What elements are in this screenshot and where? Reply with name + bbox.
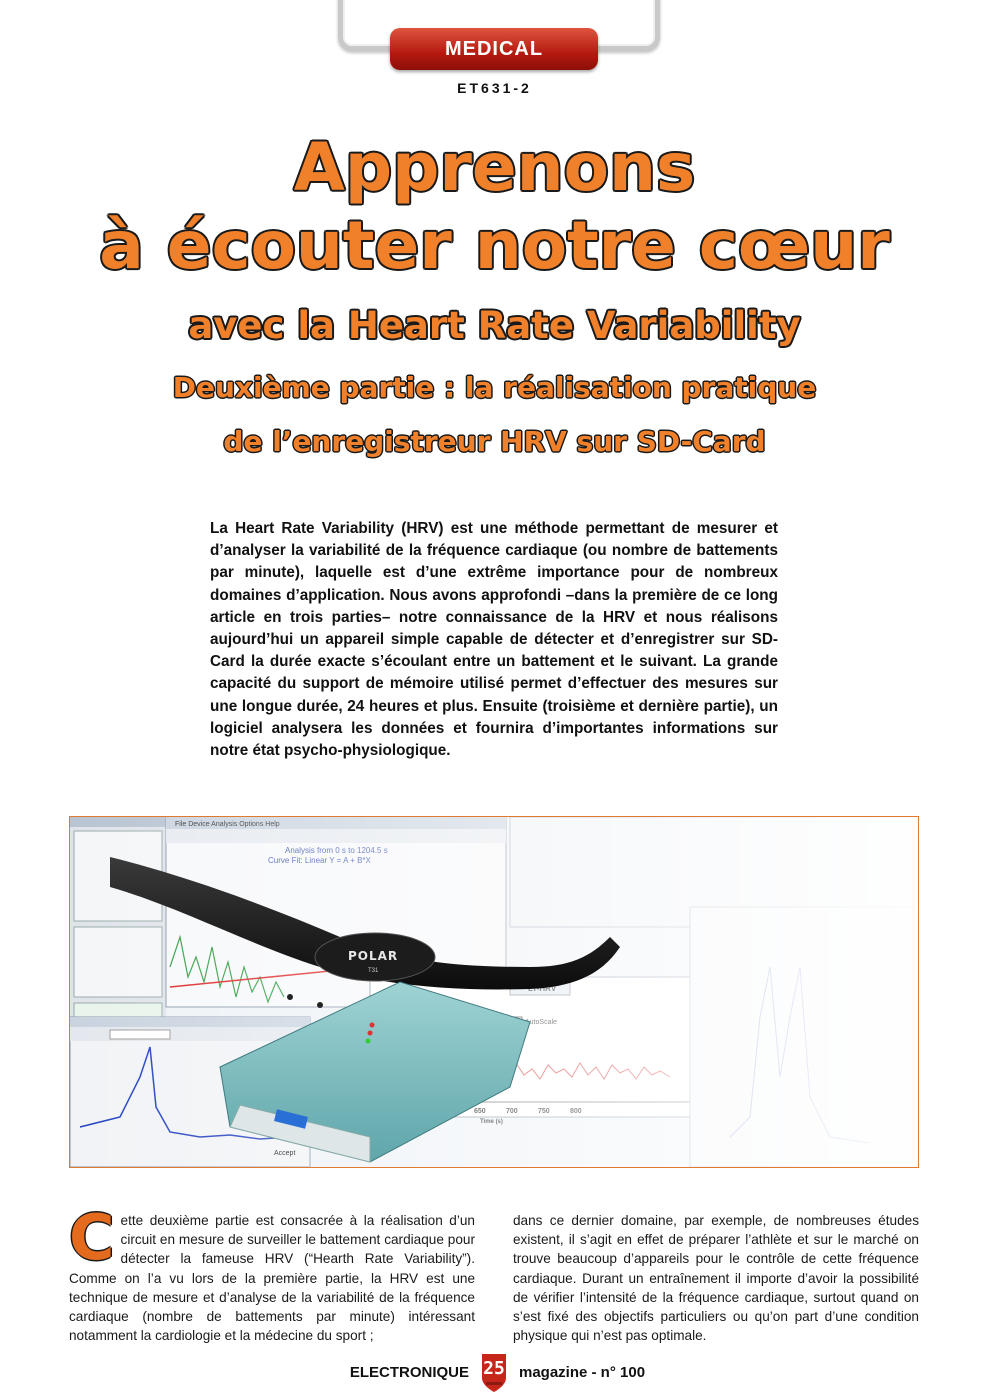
- page-number-badge: [478, 1352, 510, 1394]
- software-window-right: [70, 817, 918, 1167]
- subtitle: avec la Heart Rate Variability: [188, 304, 801, 347]
- section-tab: [390, 28, 598, 70]
- body-column-right: dans ce dernier domaine, par exemple, de nombreuses études existent, il s’agit en effet de préparer l’athlète et sur le marché on trouve beaucoup d’appareils pour le contrôle de cette fréquence cardiaque. Durant un entraînement il importe d’avoir la possibilité de vérifier l’intensité de la fréquence cardiaque, surtout quand on s’est fixé des objectifs particuliers ou qu’on part d’une condition physique qui n’est pas optimale.: [513, 1213, 919, 1344]
- part-title-line-2: de l’enregistreur HRV sur SD-Card: [223, 425, 766, 458]
- footer-publication: ELECTRONIQUE: [349, 1364, 469, 1381]
- article-photo: [69, 816, 919, 1168]
- intro-paragraph: La Heart Rate Variability (HRV) est une méthode permettant de mesurer et d’analyser la variabilité de la fréquence cardiaque (ou nombre de battements par minute), laquelle est d’une extrême importance pour de nombreux domaines d’application. Nous avons approfondi –dans la première de ce long article en trois parties– notre connaissance de la HRV et nous réalisons aujourd’hui un appareil simple capable de détecter et d’enregistrer sur SD-Card la durée exacte s’écoulant entre un battement et le suivant. La grande capacité du support de mémoire utilisé permet d’effectuer des mesures sur une longue durée, 24 heures et plus. Ensuite (troisième et dernière partie), un logiciel analysera les données et fournira d’importantes informations sur notre état psycho-physiologique.: [210, 520, 778, 760]
- article-code: ET631-2: [457, 80, 532, 96]
- drop-cap: C: [69, 1201, 115, 1274]
- page-footer: [0, 1358, 989, 1388]
- strap-brand: POLAR: [348, 949, 399, 963]
- part-title-line-1: Deuxième partie : la réalisation pratique: [172, 371, 817, 404]
- footer-issue: magazine - n° 100: [519, 1364, 646, 1381]
- page-number: 25: [483, 1358, 505, 1379]
- body-left-text: ette deuxième partie est consacrée à la réalisation d’un circuit en mesure de surveiller le battement cardiaque pour détecter la fameuse HRV (“Hearth Rate Variability”). Comme on l’a vu lors de la première partie, la HRV est une technique de mesure et d’analyse de la variabilité de la fréquence cardiaque (nombre de battements par minute) intéressant notamment la cardiologie et la médecine du sport ;: [69, 1213, 475, 1344]
- section-label: MEDICAL: [444, 38, 544, 60]
- strap-model: T31: [368, 968, 379, 974]
- title-line-2: à écouter notre cœur: [99, 207, 890, 284]
- body-column-left: [69, 1201, 475, 1345]
- photo-collage: [70, 817, 918, 1167]
- title-line-1: Apprenons: [293, 129, 696, 206]
